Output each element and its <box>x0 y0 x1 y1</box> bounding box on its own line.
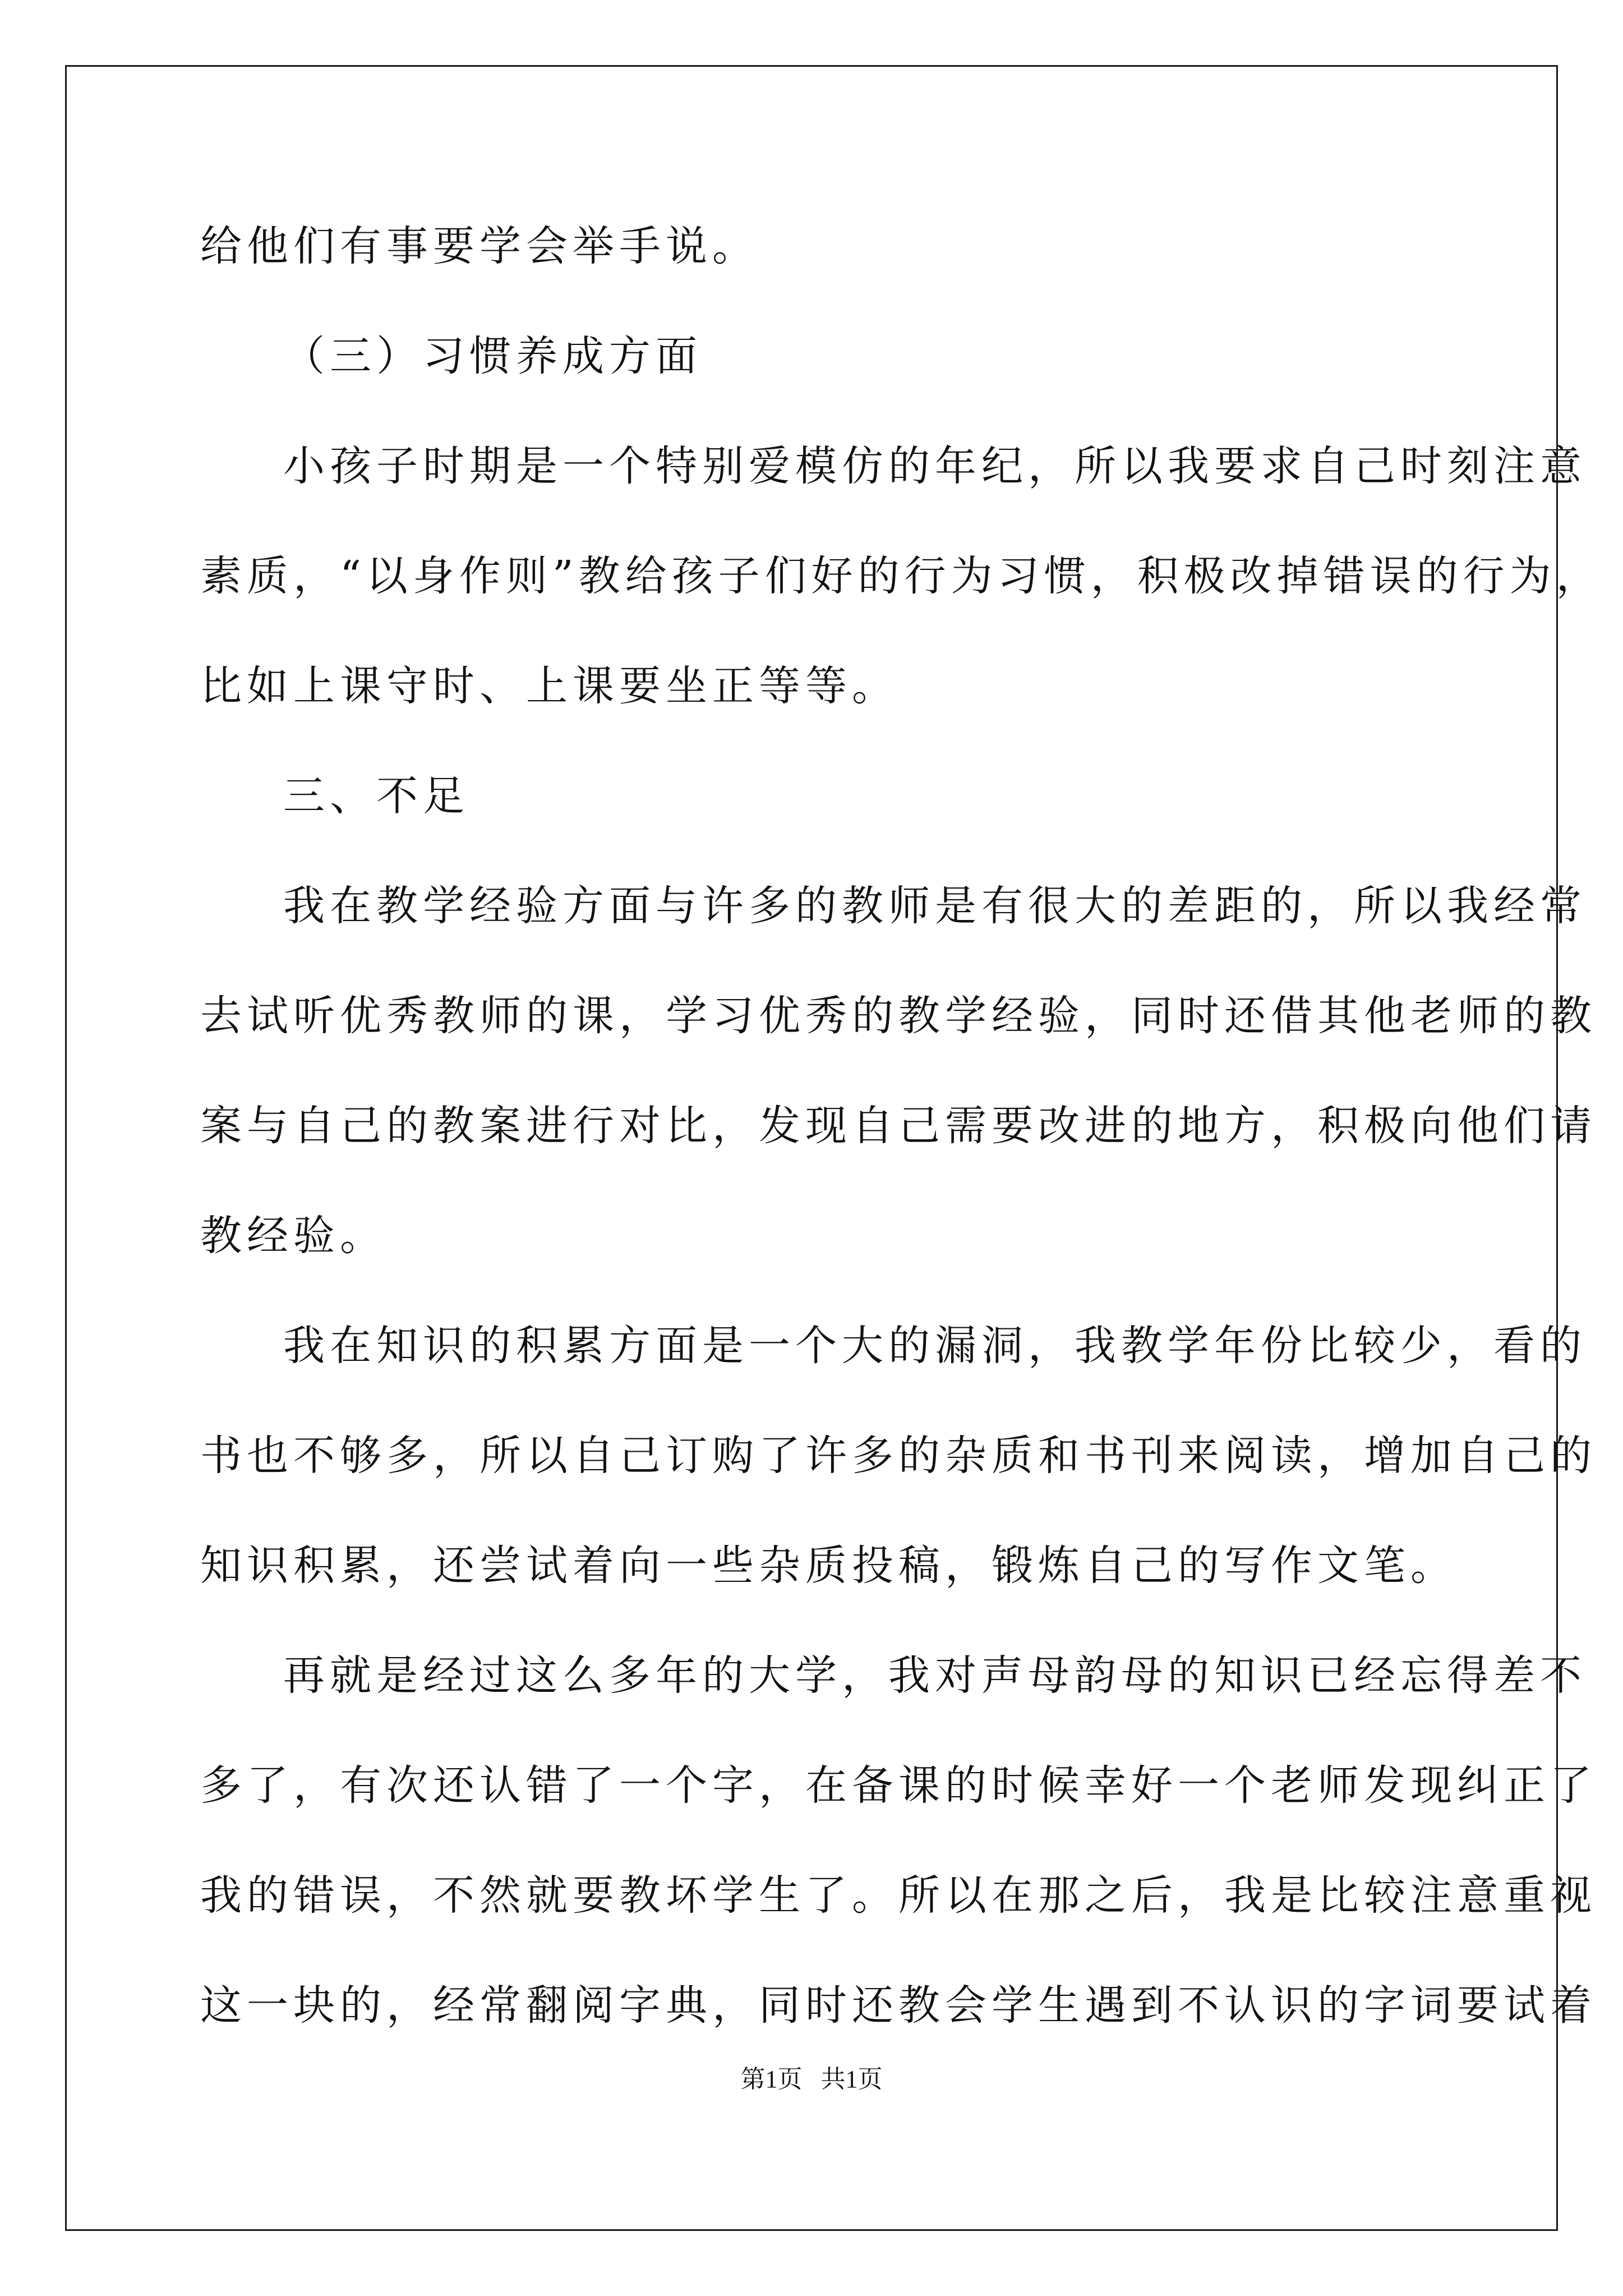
text-line-4: 素质，“以身作则”教给孩子们好的行为习惯，积极改掉错误的行为， <box>200 552 1603 600</box>
text-line-15: 多了，有次还认错了一个字，在备课的时候幸好一个老师发现纠正了 <box>200 1761 1597 1810</box>
text-line-10: 教经验。 <box>200 1212 386 1260</box>
text-line-1: 给他们有事要学会举手说。 <box>200 222 759 270</box>
text-line-11: 我在知识的积累方面是一个大的漏洞，我教学年份比较少，看的 <box>283 1322 1587 1370</box>
section-heading-shortcomings: 三、不足 <box>283 772 469 820</box>
text-line-12: 书也不够多，所以自己订购了许多的杂质和书刊来阅读，增加自己的 <box>200 1432 1597 1480</box>
text-line-5: 比如上课守时、上课要坐正等等。 <box>200 662 898 710</box>
text-line-16: 我的错误，不然就要教坏学生了。所以在那之后，我是比较注意重视 <box>200 1871 1597 1920</box>
section-heading-habits: （三）习惯养成方面 <box>283 332 702 380</box>
page-number-footer: 第1页 共1页 <box>740 2065 883 2093</box>
text-line-14: 再就是经过这么多年的大学，我对声母韵母的知识已经忘得差不 <box>283 1651 1587 1700</box>
text-line-13: 知识积累，还尝试着向一些杂质投稿，锻炼自己的写作文笔。 <box>200 1542 1457 1590</box>
text-line-8: 去试听优秀教师的课，学习优秀的教学经验，同时还借其他老师的教 <box>200 992 1597 1040</box>
text-line-7: 我在教学经验方面与许多的教师是有很大的差距的，所以我经常 <box>283 882 1587 930</box>
text-line-3: 小孩子时期是一个特别爱模仿的年纪，所以我要求自己时刻注意 <box>283 442 1587 490</box>
text-line-9: 案与自己的教案进行对比，发现自己需要改进的地方，积极向他们请 <box>200 1102 1597 1150</box>
text-line-17: 这一块的，经常翻阅字典，同时还教会学生遇到不认识的字词要试着 <box>200 1981 1597 2030</box>
